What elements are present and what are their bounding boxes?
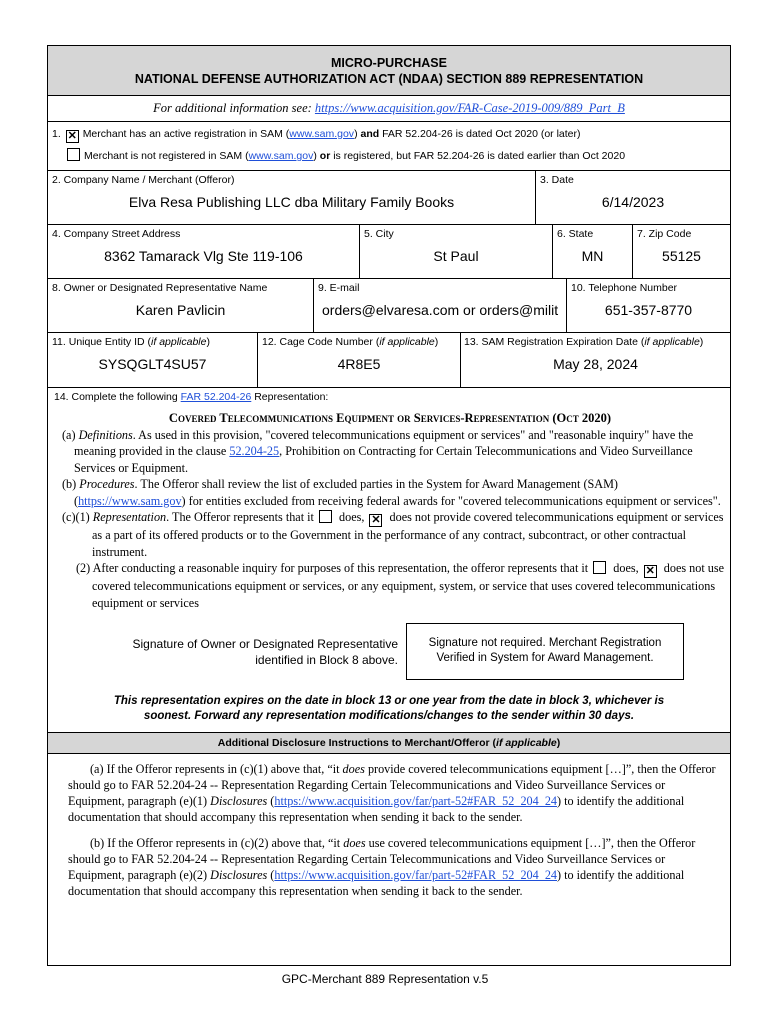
cage-cell bbox=[258, 333, 461, 387]
disclosure-header-a: Additional Disclosure Instructions to Merchant/Offeror ( bbox=[217, 737, 497, 749]
cage-label-b: ) bbox=[434, 336, 439, 348]
company-name-cell bbox=[48, 171, 536, 224]
state-cell bbox=[553, 225, 633, 278]
email-label: 9. E-mail bbox=[318, 282, 360, 294]
company-name-label: 2. Company Name / Merchant (Offeror) bbox=[52, 174, 235, 186]
uei-field[interactable]: SYSQGLT4SU57 bbox=[98, 356, 207, 372]
signature-box-line-2: Verified in System for Award Management. bbox=[436, 652, 654, 664]
street-label: 4. Company Street Address bbox=[52, 228, 181, 240]
signature-box-line-1: Signature not required. Merchant Registration bbox=[428, 637, 662, 649]
uei-label bbox=[48, 333, 257, 348]
disclosure-header-b: ) bbox=[556, 737, 561, 749]
block14-prefix: 14. Complete the following bbox=[54, 391, 181, 403]
block14-suffix: Representation: bbox=[251, 391, 329, 403]
disclosure-header-i: if applicable bbox=[496, 737, 557, 749]
city-field[interactable]: St Paul bbox=[433, 248, 479, 264]
opt1-text-c: FAR 52.204-26 is dated Oct 2020 (or later) bbox=[379, 128, 581, 140]
disclosure-text bbox=[48, 754, 730, 899]
para-b-italic: Procedures bbox=[79, 477, 135, 491]
far-case-link[interactable]: https://www.acquisition.gov/FAR-Case-2019-009/889_Part_B bbox=[314, 101, 625, 115]
para-b-label: (b) bbox=[62, 477, 80, 491]
row-registration-ids bbox=[48, 333, 730, 388]
opt2-text-c: is registered, but FAR 52.204-26 is dated earlier than Oct 2020 bbox=[330, 150, 626, 162]
disclosure-para-a bbox=[68, 761, 720, 825]
representation-text bbox=[48, 406, 730, 611]
form-title-line1: MICRO-PURCHASE bbox=[331, 56, 447, 70]
para-a-label: (a) bbox=[62, 427, 79, 442]
disc-b-text-2: use covered telecommunications equipment […]”, then the Offeror should go to FAR 52.204-24 -- Representation Regarding Certain Telecommunications and Video Surveillance Services or Equipment, paragraph (e)(2) bbox=[68, 836, 696, 882]
zip-cell bbox=[633, 225, 730, 278]
opt2-text-b: ) bbox=[313, 150, 320, 162]
clause-52-204-25-link[interactable]: 52.204-25 bbox=[229, 444, 280, 458]
para-c1-label: (c)(1) bbox=[62, 510, 93, 524]
disc-b-text-1: (b) If the Offeror represents in (c)(2) above that, “it bbox=[90, 836, 344, 850]
expiration-line-2: soonest. Forward any representation modifications/changes to the sender within 30 days. bbox=[143, 710, 635, 722]
para-a-text-2: , Prohibition on Contracting for Certain Telecommunications and Video Surveillance Services or Equipment. bbox=[74, 444, 693, 475]
disc-b-text-4: ) to identify the additional documentation that should accompany this representation when sending it back to the sender. bbox=[68, 868, 685, 898]
state-field[interactable]: MN bbox=[581, 248, 604, 264]
uei-label-i: if applicable bbox=[151, 336, 207, 348]
active-registration-checkbox[interactable]: ✕ bbox=[67, 130, 77, 142]
far-52-204-26-link[interactable]: FAR 52.204-26 bbox=[180, 391, 252, 403]
para-a-italic: Definitions bbox=[78, 427, 133, 442]
c1-does-text: does, bbox=[335, 510, 368, 524]
sam-gov-link[interactable]: https://www.sam.gov bbox=[78, 493, 182, 508]
info-prefix: For additional information see: bbox=[153, 101, 315, 115]
date-cell bbox=[536, 171, 730, 224]
representation-form bbox=[47, 45, 731, 966]
row-address bbox=[48, 225, 730, 279]
disc-a-italic: does bbox=[342, 762, 365, 776]
opt2-text-a: Merchant is not registered in SAM ( bbox=[84, 150, 249, 162]
signature-label bbox=[108, 636, 398, 668]
sam-link-2[interactable]: www.sam.gov bbox=[248, 150, 314, 162]
disclosure-header bbox=[48, 732, 730, 754]
opt1-bold: and bbox=[360, 128, 380, 140]
phone-field[interactable]: 651-357-8770 bbox=[604, 302, 693, 318]
sam-link-1[interactable]: www.sam.gov bbox=[289, 128, 355, 140]
date-label: 3. Date bbox=[540, 174, 574, 186]
disc-a-text-3: ( bbox=[267, 794, 275, 808]
form-title-line2: NATIONAL DEFENSE AUTHORIZATION ACT (NDAA) SECTION 889 REPRESENTATION bbox=[134, 72, 644, 86]
street-cell bbox=[48, 225, 360, 278]
expiration-notice bbox=[48, 694, 730, 724]
company-name-field[interactable]: Elva Resa Publishing LLC dba Military Family Books bbox=[128, 194, 455, 210]
owner-label: 8. Owner or Designated Representative Name bbox=[52, 282, 268, 294]
c1-does-checkbox[interactable] bbox=[319, 510, 332, 523]
representation-title: Covered Telecommunications Equipment or Services-Representation (Oct 2020) bbox=[168, 411, 612, 425]
sam-label-i: if applicable bbox=[644, 336, 700, 348]
para-c2-text-2: does not use covered telecommunications equipment or services, or any equipment, system, or service that uses covered telecommunications equipment or services bbox=[92, 561, 725, 610]
disc-a-italic-2: Disclosures bbox=[210, 794, 268, 808]
city-label: 5. City bbox=[364, 228, 394, 240]
disclosure-para-b bbox=[68, 835, 720, 899]
signature-row bbox=[48, 623, 730, 680]
para-c2-inquiry bbox=[56, 560, 724, 611]
far-part-52-link-b[interactable]: https://www.acquisition.gov/far/part-52#FAR_52_204_24 bbox=[274, 868, 558, 882]
block14-instruction bbox=[48, 388, 730, 406]
date-field[interactable]: 6/14/2023 bbox=[601, 194, 665, 210]
email-cell bbox=[314, 279, 567, 332]
form-header bbox=[48, 46, 730, 96]
uei-label-a: 11. Unique Entity ID ( bbox=[52, 336, 152, 348]
disc-b-text-3: ( bbox=[267, 868, 275, 882]
far-part-52-link-a[interactable]: https://www.acquisition.gov/far/part-52#FAR_52_204_24 bbox=[274, 794, 558, 808]
sam-label-b: ) bbox=[699, 336, 704, 348]
para-b-text-1: . The Offeror shall review the list of excluded parties in the System for Award Management (SAM) ( bbox=[74, 477, 618, 508]
phone-label: 10. Telephone Number bbox=[571, 282, 678, 294]
para-a-definitions bbox=[56, 427, 724, 477]
state-label: 6. State bbox=[557, 228, 594, 240]
cage-label-i: if applicable bbox=[379, 336, 435, 348]
zip-label: 7. Zip Code bbox=[637, 228, 692, 240]
street-field[interactable]: 8362 Tamarack Vlg Ste 119-106 bbox=[104, 248, 303, 264]
registration-option-active bbox=[52, 123, 726, 145]
c2-does-text: does, bbox=[610, 561, 642, 575]
owner-field[interactable]: Karen Pavlicin bbox=[135, 302, 226, 318]
cage-field[interactable]: 4R8E5 bbox=[337, 356, 381, 372]
opt1-text-b: ) bbox=[354, 128, 361, 140]
expiration-line-1: This representation expires on the date in block 13 or one year from the date in block 3, whichever is bbox=[113, 695, 665, 707]
row-contact bbox=[48, 279, 730, 333]
para-c1-text-2: does not provide covered telecommunications equipment or services as a part of its offered products or to the Government in the performance of any contract, subcontract, or other contractual instrument. bbox=[92, 510, 724, 559]
not-registered-checkbox[interactable] bbox=[67, 148, 80, 161]
disc-a-text-2: provide covered telecommunications equipment […]”, then the Offeror should go to FAR 52.204-24 -- Representation Regarding Certain Telecommunications and Video Surveillance Services or Equipment, paragraph (e)(1) bbox=[68, 762, 716, 808]
sam-expiration-cell bbox=[461, 333, 730, 387]
city-cell bbox=[360, 225, 553, 278]
c1-does-not-checkbox[interactable]: ✕ bbox=[371, 514, 381, 526]
cage-label bbox=[258, 333, 460, 348]
sam-expiration-field[interactable]: May 28, 2024 bbox=[553, 356, 638, 372]
para-c1-text-1: . The Offeror represents that it bbox=[166, 510, 317, 524]
para-b-text-2: ) for entities excluded from receiving federal awards for "covered telecommunications equipment or services". bbox=[181, 493, 721, 508]
sam-expiration-label bbox=[461, 333, 730, 348]
para-c2-text-1: (2) After conducting a reasonable inquiry for purposes of this representation, the offeror represents that it bbox=[76, 561, 592, 575]
c2-does-not-checkbox[interactable]: ✕ bbox=[645, 565, 655, 577]
disc-a-text-4: ) to identify the additional documentation that should accompany this representation when sending it back to the sender. bbox=[68, 794, 685, 824]
cage-label-a: 12. Cage Code Number ( bbox=[262, 336, 380, 348]
sam-label-a: 13. SAM Registration Expiration Date ( bbox=[464, 336, 645, 348]
zip-field[interactable]: 55125 bbox=[662, 248, 701, 264]
para-a-text-1: . As used in this provision, "covered telecommunications equipment or services" and "reasonable inquiry" have the meaning provided in the clause bbox=[74, 427, 694, 458]
uei-label-b: ) bbox=[206, 336, 210, 348]
disc-b-italic-2: Disclosures bbox=[210, 868, 268, 882]
block1-registration bbox=[48, 122, 730, 171]
signature-box[interactable] bbox=[406, 623, 684, 680]
row-company-date bbox=[48, 171, 730, 225]
block1-number: 1. bbox=[52, 128, 61, 140]
para-b-procedures bbox=[56, 476, 724, 509]
phone-cell bbox=[567, 279, 730, 332]
info-line bbox=[48, 96, 730, 122]
disc-a-text-1: (a) If the Offeror represents in (c)(1) above that, “it bbox=[90, 762, 343, 776]
signature-label-2: identified in Block 8 above. bbox=[255, 652, 398, 667]
uei-cell bbox=[48, 333, 258, 387]
c2-does-checkbox[interactable] bbox=[593, 561, 606, 574]
email-field[interactable]: orders@elvaresa.com or orders@milit bbox=[322, 302, 559, 318]
para-c1-italic: Representation bbox=[92, 510, 167, 524]
para-c1-representation bbox=[56, 509, 724, 560]
registration-option-not-registered bbox=[52, 145, 726, 167]
signature-label-1: Signature of Owner or Designated Representative bbox=[132, 636, 398, 651]
opt1-text-a: Merchant has an active registration in SAM ( bbox=[82, 128, 290, 140]
owner-cell bbox=[48, 279, 314, 332]
page-footer: GPC-Merchant 889 Representation v.5 bbox=[281, 972, 489, 986]
disc-b-italic: does bbox=[343, 836, 366, 850]
opt2-bold: or bbox=[319, 150, 331, 162]
